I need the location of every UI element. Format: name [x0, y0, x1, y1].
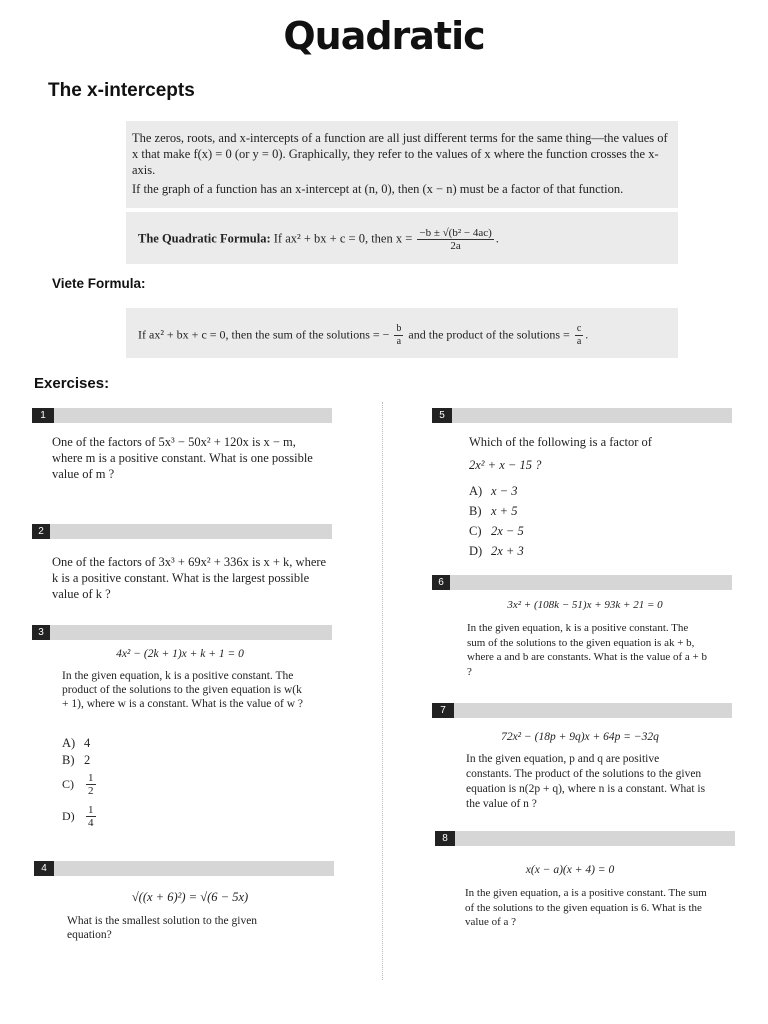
- exercise-3-choice-a[interactable]: A) 4: [62, 736, 91, 750]
- exercise-4-header: [34, 861, 334, 876]
- quadratic-formula-box: The Quadratic Formula: If ax² + bx + c = 0, then x = $\frac{\text{−b ± √(b² − 4ac)}}{2a}$ .: [126, 212, 678, 264]
- exercise-5-header: [432, 408, 732, 423]
- quadratic-formula-denominator: 2a: [450, 240, 461, 252]
- viete-sum-text: If ax² + bx + c = 0, then the sum of the solutions = −: [138, 327, 390, 342]
- exercise-5-choice-a[interactable]: A) x − 3: [469, 484, 518, 498]
- factor-rule-text: If the graph of a function has an x-intercept at (n, 0), then (x − n) must be a factor of that function.: [132, 182, 624, 196]
- exercise-6-equation: 3x² + (108k − 51)x + 93k + 21 = 0: [507, 599, 663, 611]
- definition-text: The zeros, roots, and x-intercepts of a function are all just different terms for the same thing—the values of x that make f(x) = 0 (or y = 0). Graphically, they refer to the values of x where the function crosses the x-axis.: [132, 131, 668, 177]
- exercise-6-text: In the given equation, k is a positive constant. The sum of the solutions to the given equation is ak + b, where a and b are constants. What is the value of a + b ?: [467, 622, 707, 678]
- exercise-7-number: 7: [432, 703, 454, 718]
- exercise-5-text: Which of the following is a factor of: [469, 435, 652, 449]
- exercise-8-number: 8: [435, 831, 455, 846]
- quadratic-formula-label: The Quadratic Formula:: [138, 231, 271, 246]
- exercise-1-text: One of the factors of 5x³ − 50x² + 120x is x − m, where m is a positive constant. What is one possible value of m ?: [52, 435, 313, 481]
- exercise-7-text: In the given equation, p and q are positive constants. The product of the solutions to the given equation is n(2p + q), where n is a constant. What is the value of n ?: [466, 753, 706, 810]
- exercise-2-number: 2: [32, 524, 50, 539]
- exercise-3-number: 3: [32, 625, 50, 640]
- exercise-5-choice-c[interactable]: C) 2x − 5: [469, 524, 524, 538]
- exercise-4-equation: √((x + 6)²) = √(6 − 5x): [131, 890, 249, 904]
- exercise-5-number: 5: [432, 408, 452, 423]
- exercise-3-choice-d[interactable]: D) $\frac{1}{4}$: [62, 804, 94, 829]
- exercise-7-equation: 72x² − (18p + 9q)x + 64p = −32q: [501, 731, 659, 743]
- viete-product-text: and the product of the solutions =: [408, 327, 570, 342]
- exercise-2-header: [32, 524, 332, 539]
- definition-box: [126, 121, 678, 208]
- exercise-8-text: In the given equation, a is a positive constant. The sum of the solutions to the given equation is 6. What is the value of a ?: [465, 887, 707, 928]
- exercise-5-expression: 2x² + x − 15 ?: [469, 458, 542, 472]
- exercise-3-choice-b[interactable]: B) 2: [62, 753, 91, 767]
- exercise-3-header: [32, 625, 332, 640]
- column-divider: [382, 402, 383, 980]
- exercise-8-equation: x(x − a)(x + 4) = 0: [525, 864, 615, 876]
- exercise-7-header: [432, 703, 732, 718]
- exercise-3-choice-c[interactable]: C) $\frac{1}{2}$: [62, 772, 94, 797]
- exercise-2-text: One of the factors of 3x³ + 69x² + 336x is x + k, where k is a positive constant. What is the largest possible value of k ?: [52, 555, 327, 601]
- exercise-4-number: 4: [34, 861, 54, 876]
- exercise-3-text: In the given equation, k is a positive constant. The product of the solutions to the given equation is w(k + 1), where w is a constant. What is the value of w ?: [62, 670, 303, 710]
- exercise-8-header: [435, 831, 735, 846]
- exercise-4-text: What is the smallest solution to the given equation?: [67, 915, 258, 941]
- viete-formula-box: If ax² + bx + c = 0, then the sum of the solutions = − $\frac{b}{a}$ and the product of the solutions = $\frac{c}{a}$ .: [126, 308, 678, 358]
- section-heading-viete: Viete Formula:: [52, 276, 146, 291]
- exercise-1-header: [32, 408, 332, 423]
- exercise-6-number: 6: [432, 575, 450, 590]
- section-heading-exercises: Exercises:: [34, 375, 110, 392]
- section-heading-x-intercepts: The x-intercepts: [48, 80, 195, 101]
- page-title: Quadratic: [283, 14, 485, 58]
- exercise-3-equation: 4x² − (2k + 1)x + k + 1 = 0: [116, 648, 244, 660]
- exercise-1-number: 1: [32, 408, 54, 423]
- exercise-5-choice-d[interactable]: D) 2x + 3: [469, 544, 524, 558]
- quadratic-formula-condition: If ax² + bx + c = 0, then x =: [273, 231, 413, 246]
- exercise-6-header: [432, 575, 732, 590]
- exercise-5-choice-b[interactable]: B) x + 5: [469, 504, 518, 518]
- quadratic-formula-numerator: −b ± √(b² − 4ac): [419, 227, 492, 239]
